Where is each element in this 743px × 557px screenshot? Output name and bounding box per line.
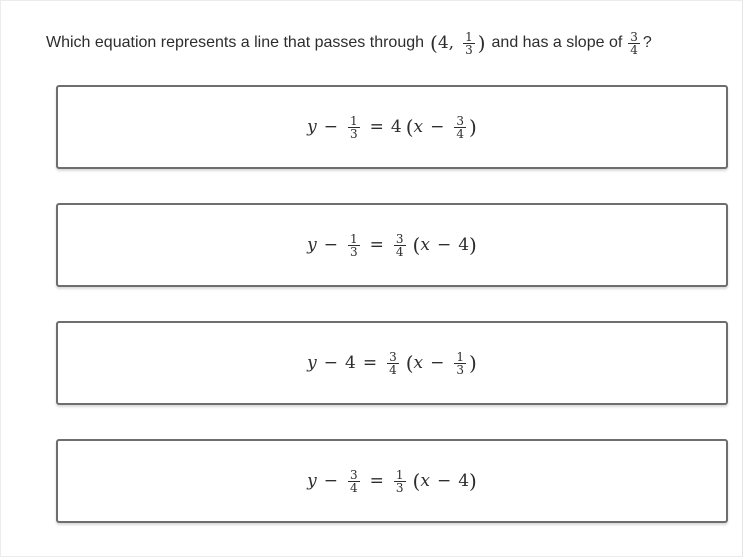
minus-sign: − <box>430 353 445 373</box>
slope-denominator: 4 <box>630 42 638 57</box>
numerator: 1 <box>395 467 404 482</box>
slope-fraction <box>628 31 640 56</box>
equals-sign: = <box>369 471 384 491</box>
numerator: 3 <box>389 349 397 364</box>
constant: 4 <box>458 471 470 491</box>
minus-sign: − <box>323 117 339 137</box>
var-x: x <box>420 471 430 491</box>
denominator: 4 <box>350 480 358 495</box>
slope-numerator: 3 <box>630 29 638 44</box>
choice-c-equation <box>307 351 477 376</box>
close-paren: ) <box>469 351 477 375</box>
minus-sign: − <box>436 471 452 491</box>
point-open-paren: ( <box>430 31 438 55</box>
choice-b-equation <box>307 233 477 258</box>
answer-choice-c[interactable] <box>56 321 728 405</box>
slope-expression <box>625 31 643 56</box>
numerator: 1 <box>350 231 358 246</box>
constant: 4 <box>458 235 470 255</box>
open-paren: ( <box>412 469 421 493</box>
question-prompt <box>46 28 652 58</box>
minus-sign: − <box>436 235 452 255</box>
numerator: 1 <box>456 349 465 364</box>
constant: 4 <box>345 353 356 373</box>
point-expression <box>430 28 486 58</box>
var-x: x <box>420 235 430 255</box>
coefficient: 4 <box>390 117 402 137</box>
numerator: 3 <box>456 113 465 128</box>
point-close-paren: ) <box>477 31 486 55</box>
denominator: 3 <box>456 362 465 377</box>
fraction <box>454 115 466 140</box>
denominator: 4 <box>389 362 397 377</box>
point-y-fraction <box>463 31 475 56</box>
coefficient-fraction <box>394 469 406 494</box>
equals-sign: = <box>369 235 384 255</box>
fraction <box>348 233 360 258</box>
var-y: y <box>307 235 317 255</box>
close-paren: ) <box>469 233 477 257</box>
minus-sign: − <box>323 353 339 373</box>
numerator: 3 <box>350 467 358 482</box>
choice-d-equation <box>307 469 477 494</box>
denominator: 3 <box>350 244 358 259</box>
denominator: 4 <box>456 126 465 141</box>
equals-sign: = <box>362 353 378 373</box>
close-paren: ) <box>469 469 477 493</box>
coefficient-fraction <box>394 233 406 258</box>
fraction <box>454 351 466 376</box>
minus-sign: − <box>430 117 445 137</box>
close-paren: ) <box>469 115 477 139</box>
numerator: 3 <box>395 231 404 246</box>
question-mark: ? <box>642 34 652 51</box>
fraction <box>348 115 360 140</box>
open-paren: ( <box>412 233 421 257</box>
open-paren: ( <box>405 351 414 375</box>
var-y: y <box>307 353 317 373</box>
answer-choice-b[interactable] <box>56 203 728 287</box>
choice-a-equation <box>307 115 477 140</box>
minus-sign: − <box>323 235 339 255</box>
point-y-numerator: 1 <box>465 29 473 44</box>
point-comma: , <box>448 33 455 53</box>
denominator: 4 <box>395 244 404 259</box>
coefficient-fraction <box>387 351 399 376</box>
answer-choice-d[interactable] <box>56 439 728 523</box>
point-x: 4 <box>437 33 449 53</box>
var-y: y <box>307 117 317 137</box>
minus-sign: − <box>323 471 339 491</box>
open-paren: ( <box>405 115 414 139</box>
numerator: 1 <box>350 113 358 128</box>
point-y-denominator: 3 <box>465 42 473 57</box>
answer-choice-a[interactable] <box>56 85 728 169</box>
var-x: x <box>413 353 424 373</box>
denominator: 3 <box>395 480 404 495</box>
denominator: 3 <box>350 126 358 141</box>
var-x: x <box>413 117 424 137</box>
equals-sign: = <box>369 117 384 137</box>
var-y: y <box>307 471 317 491</box>
question-text-middle: and has a slope of <box>491 34 623 51</box>
question-text-before: Which equation represents a line that passes through <box>46 34 425 51</box>
fraction <box>348 469 360 494</box>
